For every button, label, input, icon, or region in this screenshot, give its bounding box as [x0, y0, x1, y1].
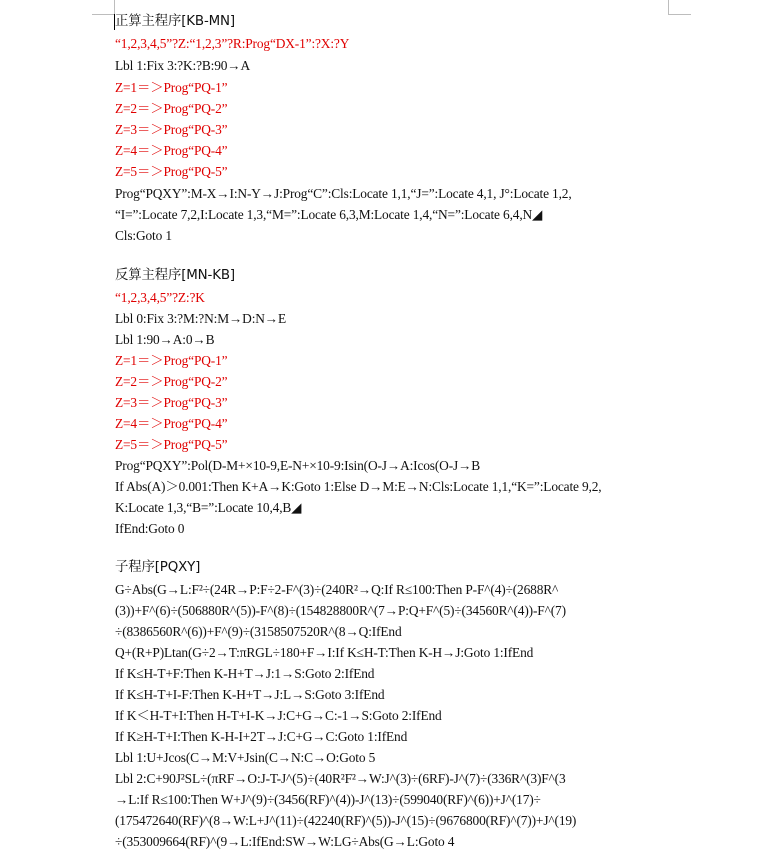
code-line: →L:If R≤100:Then W+J^(9)÷(3456(RF)^(4))-J^(13)÷(599040(RF)^(6))+J^(17)÷	[115, 792, 541, 807]
code-line: Lbl 0:Fix 3:?M:?N:M→D:N→E	[115, 311, 287, 326]
code-line: Prog“PQXY”:Pol(D-M+×10-9,E-N+×10-9:Isin(O-J→A:Icos(O-J→B	[115, 458, 481, 473]
code-line: Q+(R+P)Ltan(G÷2→T:πRGL÷180+F→I:If K≤H-T:Then K-H→J:Goto 1:IfEnd	[115, 645, 534, 660]
code-line: Cls:Goto 1	[115, 228, 172, 243]
code-line: ÷(353009664(RF)^(9→L:IfEnd:SW→W:LG÷Abs(G→L:Goto 4	[115, 834, 455, 849]
page-margin-corner-top-left	[92, 0, 115, 15]
code-line: Z=2＝＞Prog“PQ-2”	[115, 101, 228, 116]
code-line: Z=4＝＞Prog“PQ-4”	[115, 416, 228, 431]
section-heading-subroutine: 子程序[PQXY]	[115, 560, 201, 575]
code-line: Prog“PQXY”:M-X→I:N-Y→J:Prog“C”:Cls:Locate 1,1,“J=”:Locate 4,1, J°:Locate 1,2,	[115, 186, 572, 201]
code-line: “1,2,3,4,5”?Z:“1,2,3”?R:Prog“DX-1”:?X:?Y	[115, 36, 350, 51]
code-line: Lbl 1:Fix 3:?K:?B:90→A	[115, 58, 251, 73]
code-line: Z=2＝＞Prog“PQ-2”	[115, 374, 228, 389]
code-line: (175472640(RF)^(8→W:L+J^(11)÷(42240(RF)^(5))-J^(15)÷(9676800(RF)^(7))+J^(19)	[115, 813, 577, 828]
code-line: K:Locate 1,3,“B=”:Locate 10,4,B◢	[115, 500, 302, 515]
code-line: (3))+F^(6)÷(506880R^(5))-F^(8)÷(154828800R^(7→P:Q+F^(5)÷(34560R^(4))-F^(7)	[115, 603, 566, 618]
code-line: Z=3＝＞Prog“PQ-3”	[115, 395, 228, 410]
page-margin-corner-top-right	[668, 0, 691, 15]
code-line: Z=5＝＞Prog“PQ-5”	[115, 164, 228, 179]
code-line: Z=4＝＞Prog“PQ-4”	[115, 143, 228, 158]
section-heading-forward: 正算主程序[KB-MN]	[115, 14, 235, 29]
code-line: Lbl 1:90→A:0→B	[115, 332, 215, 347]
code-line: If K＜H-T+I:Then H-T+I-K→J:C+G→C:-1→S:Goto 2:IfEnd	[115, 708, 442, 723]
code-line: ÷(8386560R^(6))+F^(9)÷(3158507520R^(8→Q:IfEnd	[115, 624, 402, 639]
code-line: “I=”:Locate 7,2,I:Locate 1,3,“M=”:Locate 6,3,M:Locate 1,4,“N=”:Locate 6,4,N◢	[115, 207, 543, 222]
code-line: If K≥H-T+I:Then K-H-I+2T→J:C+G→C:Goto 1:IfEnd	[115, 729, 408, 744]
code-line: IfEnd:Goto 0	[115, 521, 185, 536]
code-line: Z=5＝＞Prog“PQ-5”	[115, 437, 228, 452]
code-line: Z=1＝＞Prog“PQ-1”	[115, 80, 228, 95]
code-line: Lbl 2:C+90J²SL÷(πRF→O:J-T-J^(5)÷(40R²F²→W:J^(3)÷(6RF)-J^(7)÷(336R^(3)F^(3	[115, 771, 566, 786]
code-line: If K≤H-T+F:Then K-H+T→J:1→S:Goto 2:IfEnd	[115, 666, 375, 681]
code-line: “1,2,3,4,5”?Z:?K	[115, 290, 205, 305]
code-line: Z=1＝＞Prog“PQ-1”	[115, 353, 228, 368]
code-line: If Abs(A)＞0.001:Then K+A→K:Goto 1:Else D→M:E→N:Cls:Locate 1,1,“K=”:Locate 9,2,	[115, 479, 602, 494]
code-line: Lbl 1:U+Jcos(C→M:V+Jsin(C→N:C→O:Goto 5	[115, 750, 376, 765]
code-line: Z=3＝＞Prog“PQ-3”	[115, 122, 228, 137]
code-line: G÷Abs(G→L:F²÷(24R→P:F÷2-F^(3)÷(240R²→Q:If R≤100:Then P-F^(4)÷(2688R^	[115, 582, 559, 597]
code-line: If K≤H-T+I-F:Then K-H+T→J:L→S:Goto 3:IfEnd	[115, 687, 385, 702]
section-heading-inverse: 反算主程序[MN-KB]	[115, 268, 235, 283]
